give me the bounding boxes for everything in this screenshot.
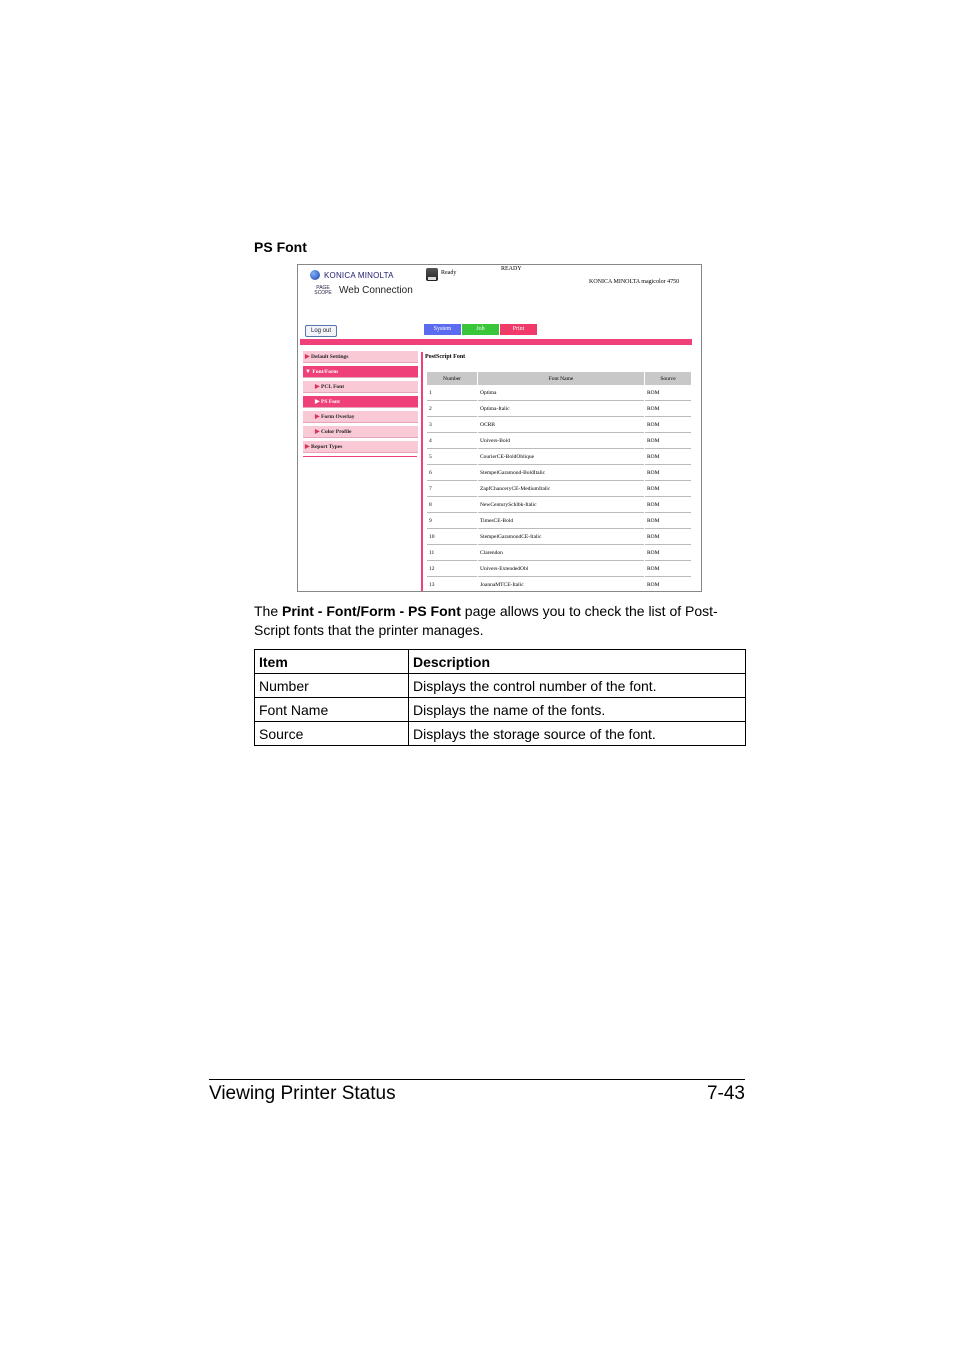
tab-underline-bar bbox=[300, 339, 692, 345]
konica-minolta-logo bbox=[310, 270, 394, 280]
main-tabs bbox=[424, 324, 537, 335]
printer-icon bbox=[426, 268, 438, 281]
cell-number: 7 bbox=[427, 482, 477, 497]
arrow-right-icon: ▶ bbox=[305, 354, 310, 360]
cell-source: ROM bbox=[645, 498, 691, 513]
table-row bbox=[255, 722, 746, 746]
web-connection-screenshot bbox=[297, 264, 702, 592]
table-row bbox=[427, 482, 691, 497]
cell-number: 12 bbox=[427, 562, 477, 577]
cell-description: Displays the name of the fonts. bbox=[409, 698, 746, 722]
menu-divider bbox=[303, 456, 417, 457]
cell-source: ROM bbox=[645, 386, 691, 401]
printer-model: KONICA MINOLTA magicolor 4750 bbox=[589, 279, 680, 285]
cell-font-name: StempelGaramond-BoldItalic bbox=[478, 466, 644, 481]
logout-button[interactable]: Log out bbox=[305, 325, 337, 337]
globe-icon bbox=[310, 270, 320, 280]
cell-number: 4 bbox=[427, 434, 477, 449]
font-list-table bbox=[426, 371, 692, 592]
table-row bbox=[255, 698, 746, 722]
cell-number: 5 bbox=[427, 450, 477, 465]
cell-font-name: Clarendon bbox=[478, 546, 644, 561]
ready-indicator: READY bbox=[501, 266, 522, 272]
printer-status: Ready bbox=[441, 270, 457, 276]
cell-font-name: StempelGaramondCE-Italic bbox=[478, 530, 644, 545]
cell-source: ROM bbox=[645, 578, 691, 592]
column-header-description: Description bbox=[409, 650, 746, 674]
cell-source: ROM bbox=[645, 530, 691, 545]
cell-description: Displays the control number of the font. bbox=[409, 674, 746, 698]
cell-font-name: JoannaMTCE-Italic bbox=[478, 578, 644, 592]
table-row bbox=[427, 530, 691, 545]
pagescope-mark: PAGE SCOPE bbox=[314, 284, 332, 296]
cell-number: 2 bbox=[427, 402, 477, 417]
column-header-source: Source bbox=[645, 372, 691, 385]
arrow-right-icon: ▶ bbox=[305, 444, 310, 450]
cell-source: ROM bbox=[645, 482, 691, 497]
arrow-right-icon: ▶ bbox=[315, 399, 320, 405]
cell-source: ROM bbox=[645, 402, 691, 417]
table-row bbox=[427, 402, 691, 417]
cell-source: ROM bbox=[645, 418, 691, 433]
menu-default-settings[interactable]: ▶ Default Settings bbox=[303, 351, 418, 363]
table-row bbox=[427, 514, 691, 529]
web-connection-label: Web Connection bbox=[339, 285, 413, 296]
footer-rule bbox=[209, 1079, 745, 1080]
cell-item: Number bbox=[255, 674, 409, 698]
cell-font-name: Univers-Bold bbox=[478, 434, 644, 449]
column-header-number: Number bbox=[427, 372, 477, 385]
cell-font-name: Univers-ExtendedObl bbox=[478, 562, 644, 577]
cell-number: 3 bbox=[427, 418, 477, 433]
menu-font-form[interactable]: ▼ Font/Form bbox=[303, 366, 418, 378]
cell-font-name: CourierCE-BoldOblique bbox=[478, 450, 644, 465]
cell-number: 8 bbox=[427, 498, 477, 513]
arrow-right-icon: ▶ bbox=[315, 384, 320, 390]
cell-source: ROM bbox=[645, 434, 691, 449]
arrow-right-icon: ▶ bbox=[315, 429, 320, 435]
cell-number: 13 bbox=[427, 578, 477, 592]
menu-form-overlay[interactable]: ▶ Form Overlay bbox=[303, 411, 418, 423]
cell-number: 9 bbox=[427, 514, 477, 529]
table-row bbox=[427, 386, 691, 401]
cell-source: ROM bbox=[645, 562, 691, 577]
paragraph-line-2: Script fonts that the printer manages. bbox=[254, 622, 484, 638]
cell-font-name: NewCenturySchlbk-Italic bbox=[478, 498, 644, 513]
table-header-row bbox=[427, 372, 691, 385]
footer-title: Viewing Printer Status bbox=[209, 1083, 396, 1104]
table-row bbox=[427, 434, 691, 449]
arrow-down-icon: ▼ bbox=[305, 369, 311, 375]
menu-report-types[interactable]: ▶ Report Types bbox=[303, 441, 418, 453]
tab-print[interactable]: Print bbox=[500, 324, 537, 335]
cell-number: 10 bbox=[427, 530, 477, 545]
table-row bbox=[427, 418, 691, 433]
cell-font-name: TimesCE-Bold bbox=[478, 514, 644, 529]
cell-description: Displays the storage source of the font. bbox=[409, 722, 746, 746]
item-description-table bbox=[254, 649, 746, 746]
column-header-item: Item bbox=[255, 650, 409, 674]
cell-number: 11 bbox=[427, 546, 477, 561]
content-title: PostScript Font bbox=[425, 354, 466, 360]
cell-source: ROM bbox=[645, 514, 691, 529]
cell-source: ROM bbox=[645, 546, 691, 561]
section-heading: PS Font bbox=[254, 239, 307, 255]
menu-pcl-font[interactable]: ▶ PCL Font bbox=[303, 381, 418, 393]
table-row bbox=[427, 578, 691, 592]
menu-color-profile[interactable]: ▶ Color Profile bbox=[303, 426, 418, 438]
table-row bbox=[427, 466, 691, 481]
table-header-row bbox=[255, 650, 746, 674]
cell-font-name: ZapfChanceryCE-MediumItalic bbox=[478, 482, 644, 497]
cell-font-name: Optima-Italic bbox=[478, 402, 644, 417]
column-header-font-name: Font Name bbox=[478, 372, 644, 385]
cell-source: ROM bbox=[645, 466, 691, 481]
content-divider bbox=[421, 352, 423, 592]
table-row bbox=[427, 546, 691, 561]
table-row bbox=[255, 674, 746, 698]
paragraph-bold-path: Print - Font/Form - PS Font bbox=[282, 603, 461, 619]
cell-number: 1 bbox=[427, 386, 477, 401]
pagescope-logo bbox=[310, 285, 413, 296]
cell-font-name: OCRB bbox=[478, 418, 644, 433]
brand-name: KONICA MINOLTA bbox=[324, 270, 394, 280]
cell-item: Font Name bbox=[255, 698, 409, 722]
tab-system[interactable]: System bbox=[424, 324, 461, 335]
table-row bbox=[427, 562, 691, 577]
menu-ps-font[interactable]: ▶ PS Font bbox=[303, 396, 418, 408]
paragraph-line-1: The Print - Font/Form - PS Font page allows you to check the list of Post- bbox=[254, 603, 718, 619]
cell-font-name: Optima bbox=[478, 386, 644, 401]
arrow-right-icon: ▶ bbox=[315, 414, 320, 420]
tab-job[interactable]: Job bbox=[462, 324, 499, 335]
cell-source: ROM bbox=[645, 450, 691, 465]
page-number: 7-43 bbox=[706, 1083, 745, 1104]
cell-item: Source bbox=[255, 722, 409, 746]
table-row bbox=[427, 498, 691, 513]
description-paragraph bbox=[254, 602, 754, 640]
table-row bbox=[427, 450, 691, 465]
cell-number: 6 bbox=[427, 466, 477, 481]
